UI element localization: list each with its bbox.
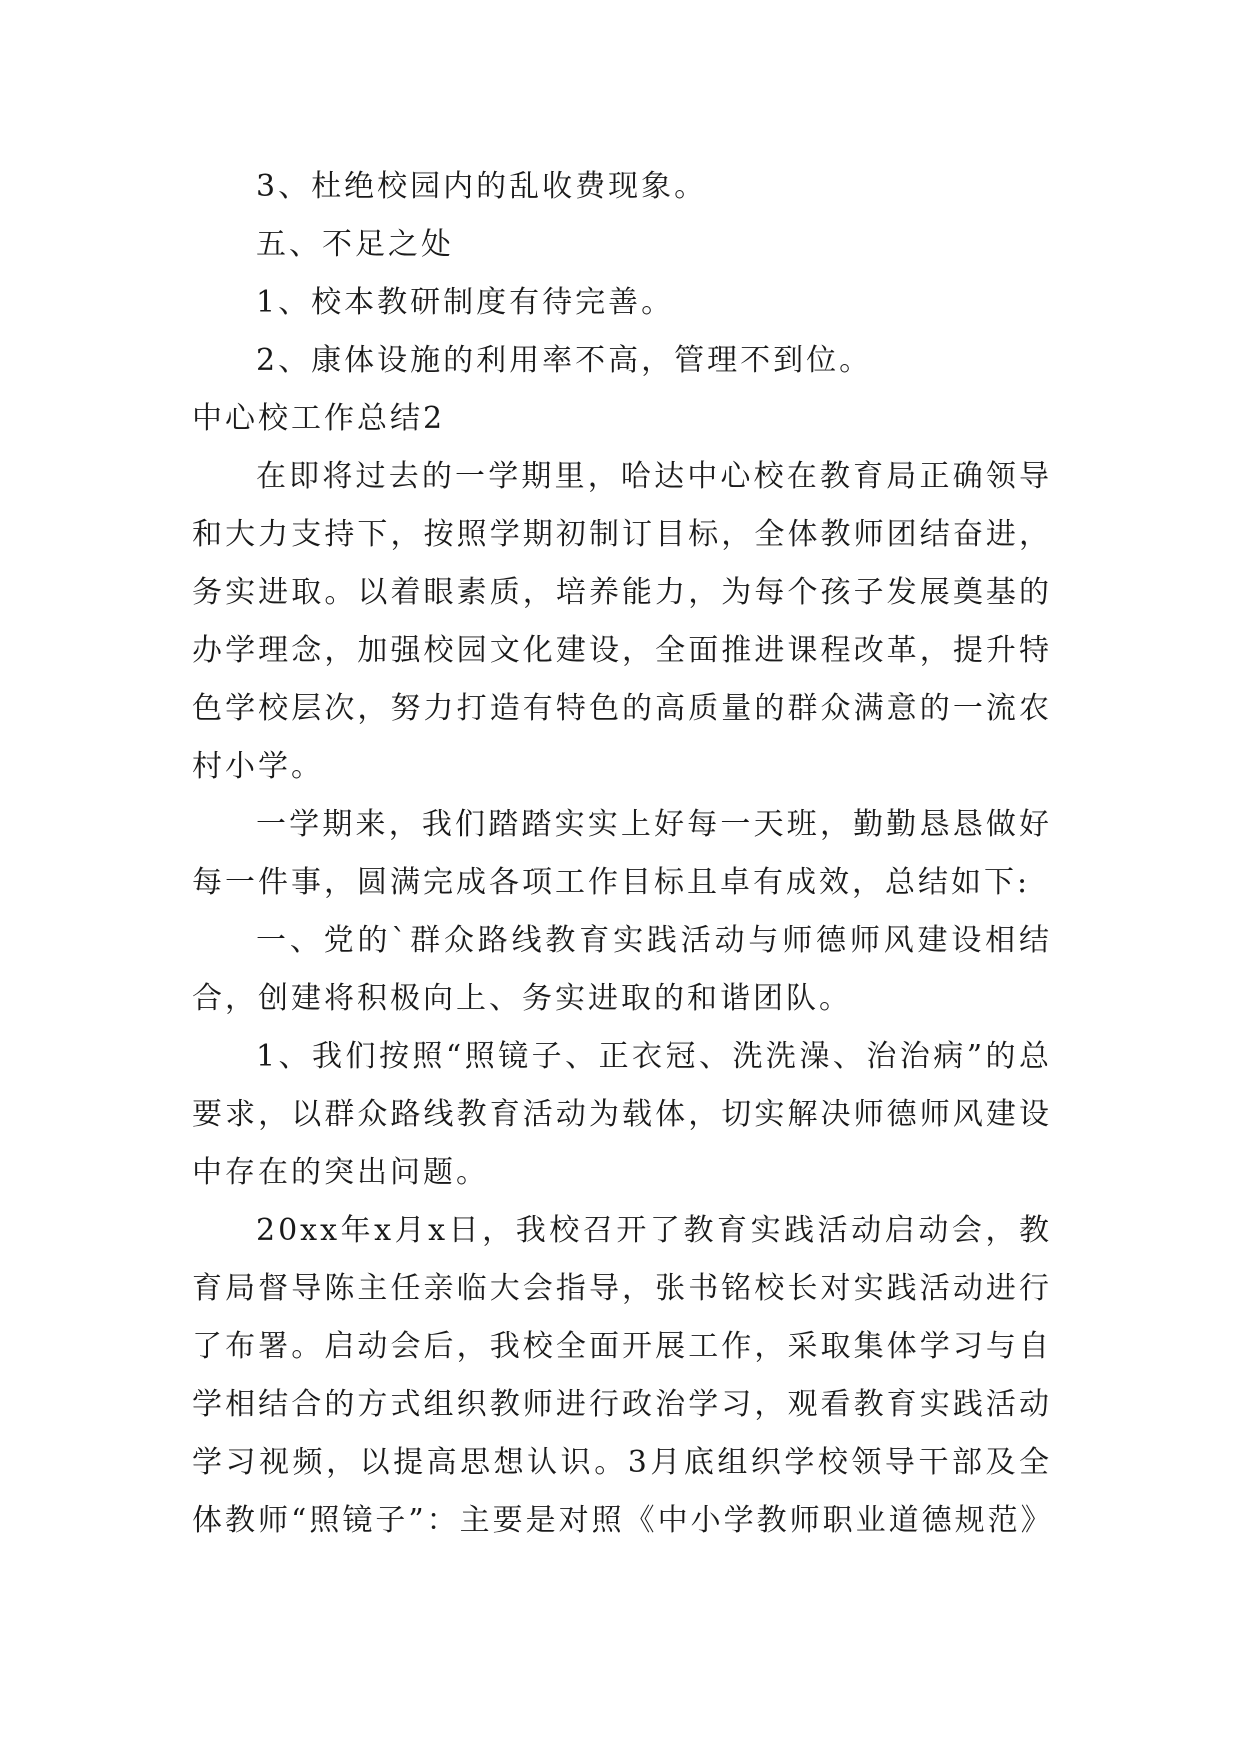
paragraph-item-1: 1、校本教研制度有待完善。 (256, 285, 675, 320)
paragraph-meeting: 20xx年x月x日，我校召开了教育实践活动启动会，教育局督导陈主任亲临大会指导，张书铭校长对实践活动进行了布署。启动会后，我校全面开展工作，采取集体学习与自学相结合的方式组织教师进行政治学习，观看教育实践活动学习视频，以提高思想认识。3月底组织学校领导干部及全体教师“照镜子”：主要是对照《中小学教师职业道德规范》 (192, 1213, 1054, 1538)
section-heading-one: 一、党的`群众路线教育实践活动与师德师风建设相结合，创建将积极向上、务实进取的和谐团队。 (192, 923, 1052, 1016)
paragraph-requirements: 1、我们按照“照镜子、正衣冠、洗洗澡、治治病”的总要求，以群众路线教育活动为载体，切实解决师德师风建设中存在的突出问题。 (192, 1039, 1052, 1190)
paragraph-intro: 在即将过去的一学期里，哈达中心校在教育局正确领导和大力支持下，按照学期初制订目标，全体教师团结奋进，务实进取。以着眼素质，培养能力，为每个孩子发展奠基的办学理念，加强校园文化建设，全面推进课程改革，提升特色学校层次，努力打造有特色的高质量的群众满意的一流农村小学。 (192, 459, 1052, 784)
document-body (192, 158, 1052, 1550)
section-heading-shortcomings: 五、不足之处 (256, 227, 454, 262)
paragraph-item-3: 3、杜绝校园内的乱收费现象。 (256, 169, 708, 204)
paragraph-summary: 一学期来，我们踏踏实实上好每一天班，勤勤恳恳做好每一件事，圆满完成各项工作目标且卓有成效，总结如下: (192, 807, 1052, 900)
document-title: 中心校工作总结2 (192, 401, 446, 436)
paragraph-item-2: 2、康体设施的利用率不高，管理不到位。 (256, 343, 873, 378)
